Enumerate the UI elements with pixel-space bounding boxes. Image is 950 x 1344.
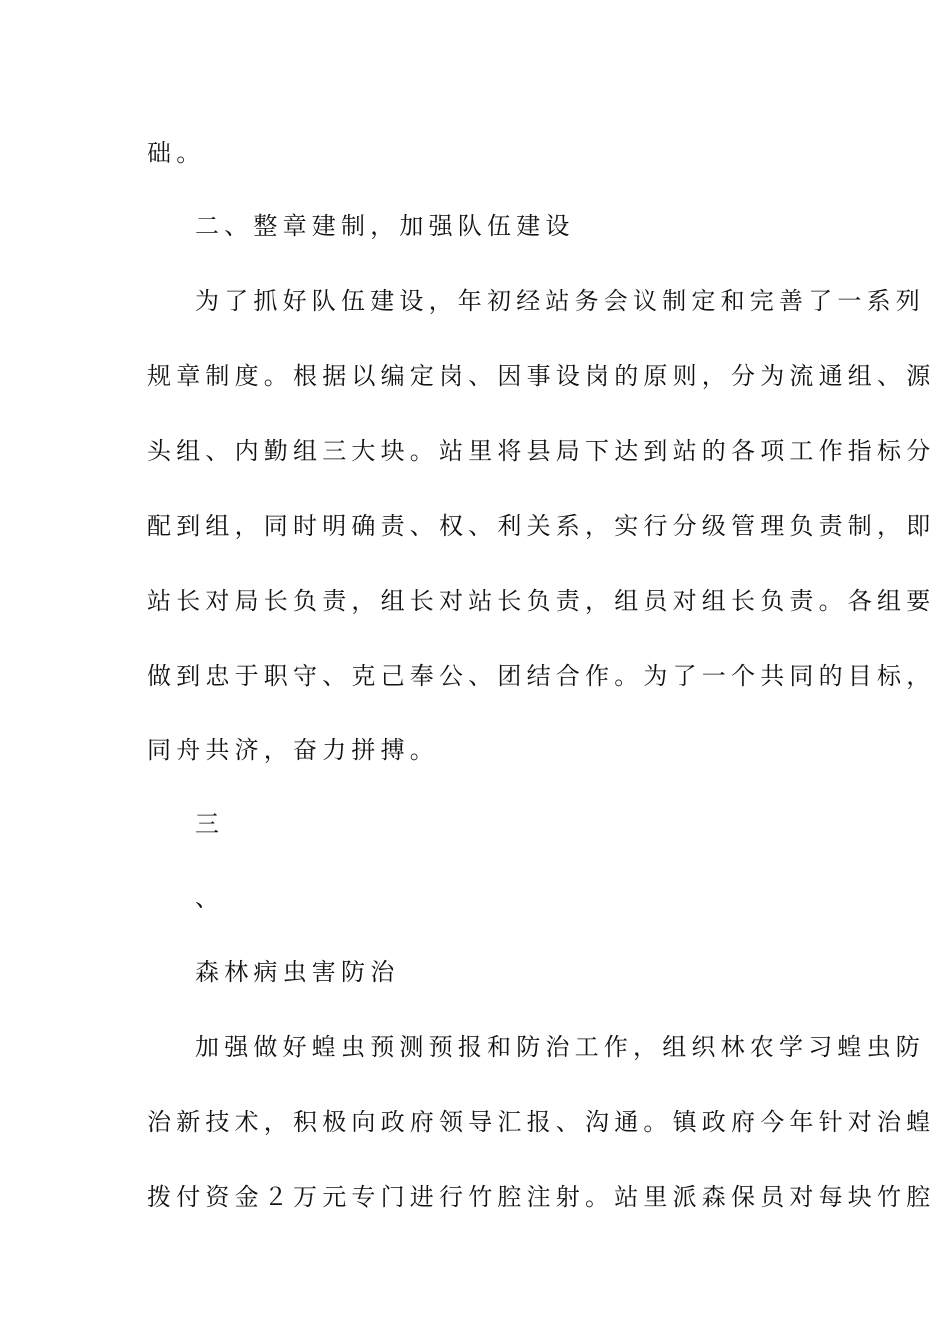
paragraph-line: 拨付资金２万元专门进行竹腔注射。站里派森保员对每块竹腔 xyxy=(147,1183,936,1211)
paragraph-continuation: 础。 xyxy=(147,139,206,167)
paragraph-line: 为了抓好队伍建设，年初经站务会议制定和完善了一系列 xyxy=(195,287,925,315)
paragraph-line: 规章制度。根据以编定岗、因事设岗的原则，分为流通组、源 xyxy=(147,362,936,390)
paragraph-line: 配到组，同时明确责、权、利关系，实行分级管理负责制，即 xyxy=(147,512,936,540)
section-heading-2: 二、整章建制，加强队伍建设 xyxy=(195,212,575,240)
paragraph-line: 加强做好蝗虫预测预报和防治工作，组织林农学习蝗虫防 xyxy=(195,1033,925,1061)
section-heading-3: 森林病虫害防治 xyxy=(195,958,400,986)
section-number-separator: 、 xyxy=(195,884,225,912)
section-number-3: 三 xyxy=(195,810,225,838)
paragraph-line: 做到忠于职守、克己奉公、团结合作。为了一个共同的目标， xyxy=(147,662,936,690)
paragraph-line: 同舟共济，奋力拼搏。 xyxy=(147,736,439,764)
paragraph-line: 站长对局长负责，组长对站长负责，组员对组长负责。各组要 xyxy=(147,587,936,615)
paragraph-line: 头组、内勤组三大块。站里将县局下达到站的各项工作指标分 xyxy=(147,437,936,465)
paragraph-line: 治新技术，积极向政府领导汇报、沟通。镇政府今年针对治蝗 xyxy=(147,1108,936,1136)
